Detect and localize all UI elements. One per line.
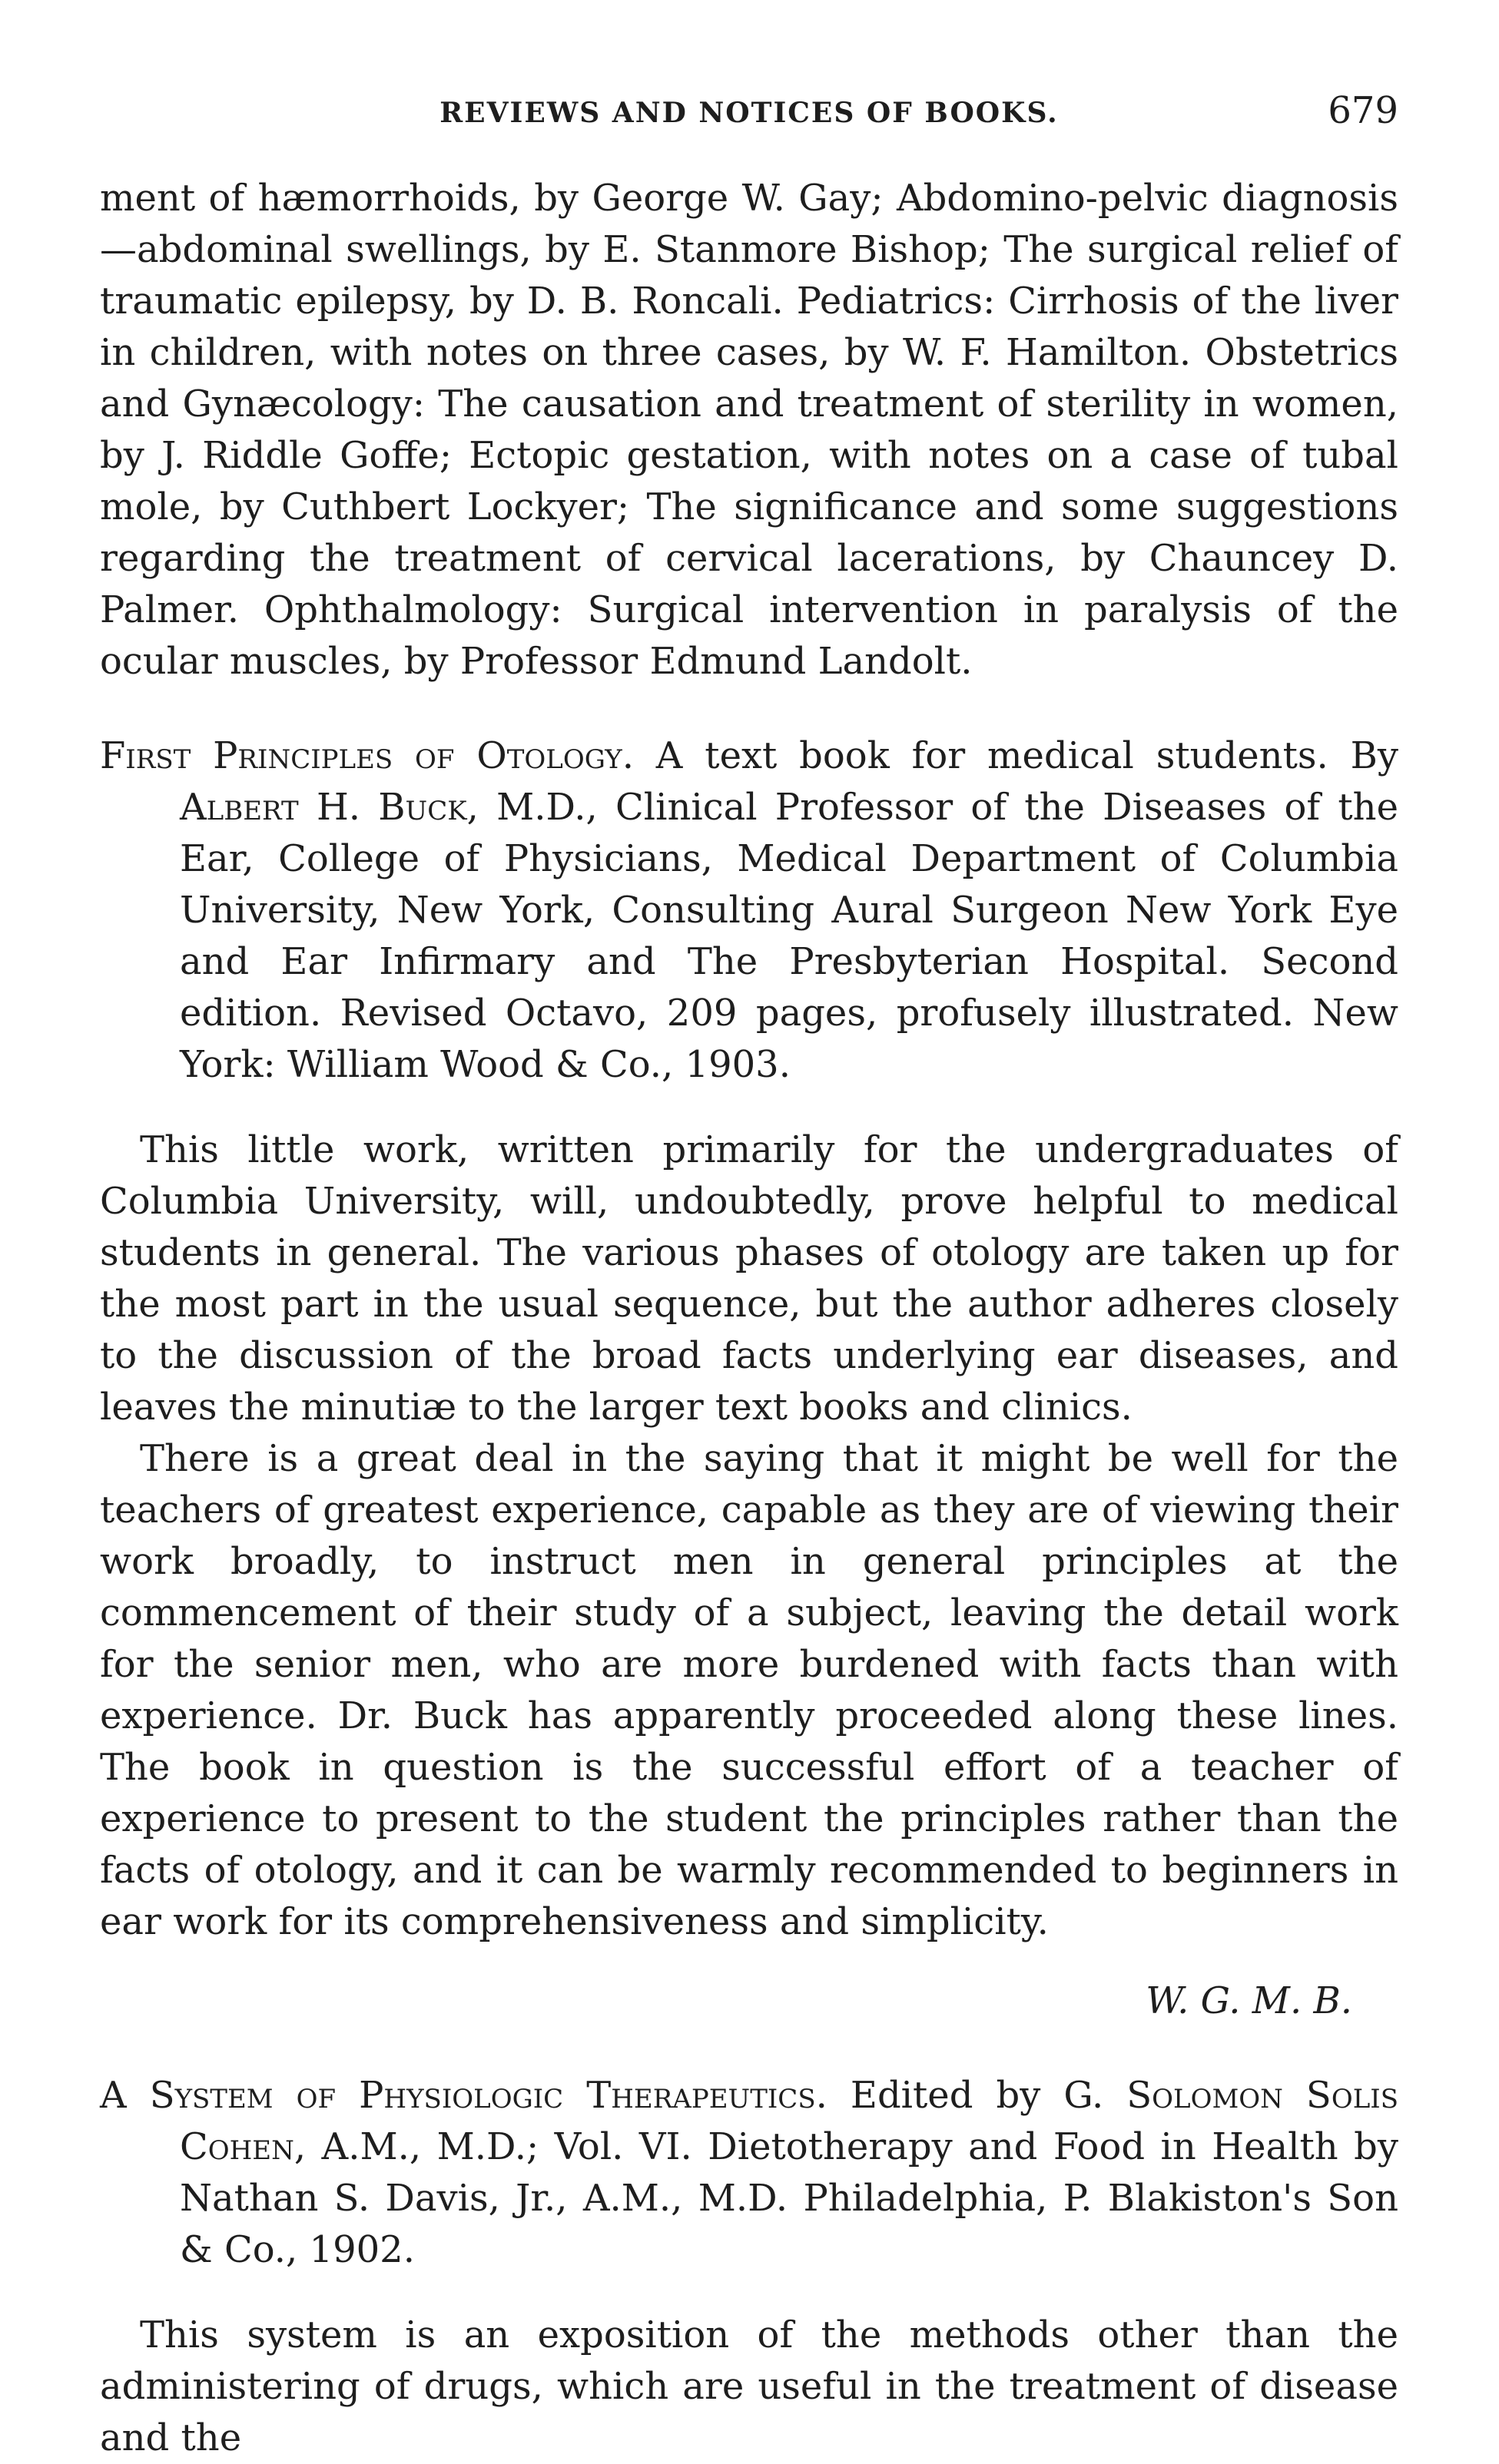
running-title: REVIEWS AND NOTICES OF BOOKS. — [439, 97, 1059, 129]
book-title: First Principles of Otology. — [100, 734, 634, 777]
spacer — [100, 1091, 1398, 1124]
review-paragraph: This little work, written primarily for the undergraduates of Columbia University, will, undoubtedly, prove helpful to medical students in general. The various phases of otology are taken up for the most part in the usual sequence, but the author adheres closely to the discussion of the broad facts underlying ear diseases, and leaves the minutiæ to the larger text books and clinics. — [100, 1128, 1398, 1429]
spacer — [100, 2027, 1398, 2070]
continued-paragraph: ment of hæmorrhoids, by George W. Gay; Abdomino-pelvic diagnosis—abdominal swellings, by E. Stanmore Bishop; The surgical relief of traumatic epilepsy, by D. B. Roncali. Pediatrics: Cirrhosis of the liver in children, with notes on three cases, by W. F. Hamilton. Obstetrics and Gynæcology: The causation and treatment of sterility in women, by J. Riddle Goffe; Ectopic gestation, with notes on a case of tubal mole, by Cuthbert Lockyer; The significance and some suggestions regarding the treatment of cervical lacerations, by Chauncey D. Palmer. Ophthalmology: Surgical intervention in paralysis of the ocular muscles, by Professor Edmund Landolt. — [100, 177, 1398, 683]
review-paragraph: There is a great deal in the saying that it might be well for the teachers of greatest experience, capable as they are of viewing their work broadly, to instruct men in general principles at the commencement of their study of a subject, leaving the detail work for the senior men, who are more burdened with facts than with experience. Dr. Buck has apparently proceeded along these lines. The book in question is the successful effort of a teacher of experience to present to the student the principles rather than the facts of otology, and it can be warmly recommended to beginners in ear work for its comprehensiveness and simplicity. — [100, 1437, 1398, 1943]
book-entry-otology — [100, 730, 1398, 1091]
book-entry-text: A.M., M.D.; Vol. VI. Dietotherapy and Food in Health by Nathan S. Davis, Jr., A.M., M.D. Philadelphia, P. Blakiston's Son & Co., 1902. — [180, 2125, 1398, 2271]
spacer — [100, 1948, 1398, 1976]
book-author: Albert H. Buck, — [180, 786, 479, 829]
review-paragraph: This system is an exposition of the methods other than the administering of drugs, which are useful in the treatment of disease and the — [100, 2313, 1398, 2459]
book-editor: G. Solomon Solis Cohen, — [180, 2074, 1398, 2168]
page-number: 679 — [1328, 89, 1398, 132]
spacer — [100, 687, 1398, 730]
book-entry-text: M.D., Clinical Professor of the Diseases of the Ear, College of Physicians, Medical Department of Columbia University, New York, Consulting Aural Surgeon New York Eye and Ear Infirmary and The Presbyterian Hospital. Second edition. Revised Octavo, 209 pages, profusely illustrated. New York: William Wood & Co., 1903. — [180, 786, 1399, 1086]
book-entry-therapeutics — [100, 2070, 1398, 2276]
book-entry-text: Edited by — [827, 2074, 1064, 2117]
book-title: A System of Physiologic Therapeutics. — [100, 2074, 827, 2117]
page-content — [100, 173, 1398, 2464]
spacer — [100, 2276, 1398, 2310]
page-header — [100, 86, 1398, 140]
book-entry-text: A text book for medical students. By — [633, 734, 1398, 777]
reviewer-signature: W. G. M. B. — [1146, 1979, 1352, 2022]
